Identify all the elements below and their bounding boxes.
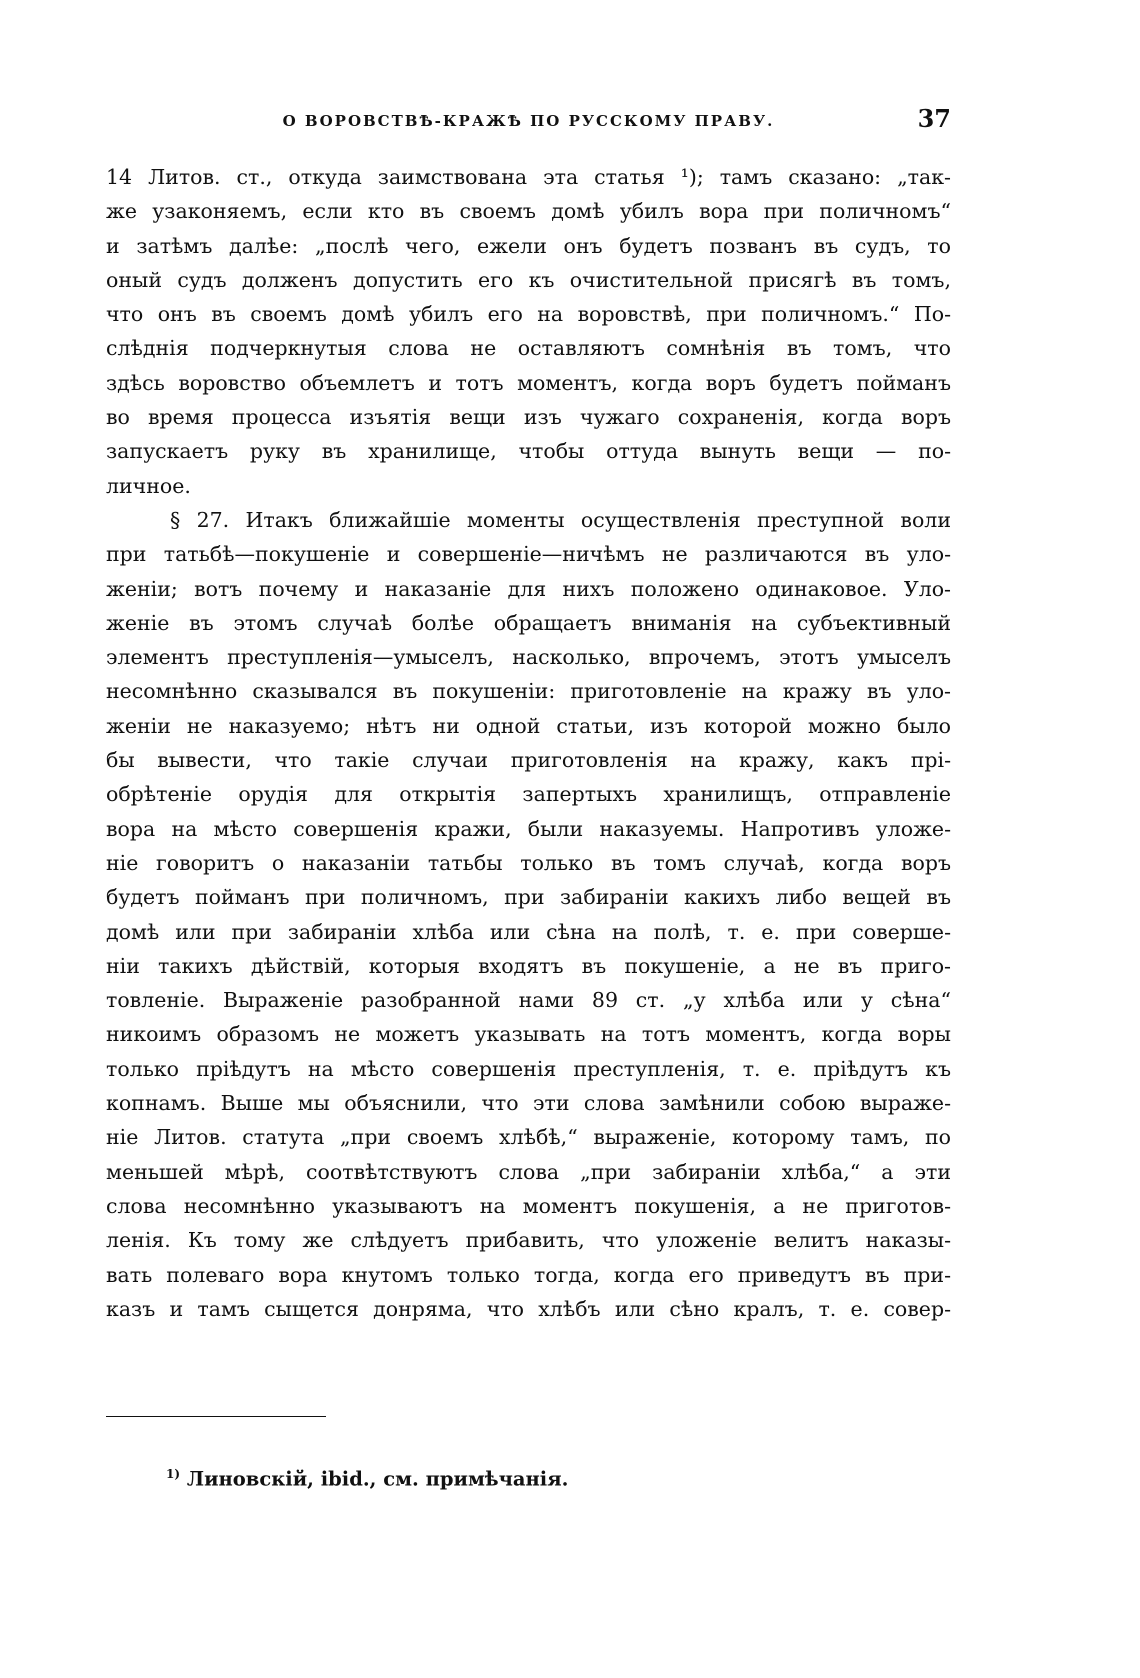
text-line: во время процесса изъятія вещи изъ чужаго сохраненія, когда воръ	[106, 405, 951, 430]
body-text	[106, 160, 951, 1326]
footnote-rule	[106, 1416, 326, 1417]
text-line: слѣднія подчеркнутыя слова не оставляютъ сомнѣнія въ томъ, что	[106, 336, 951, 361]
footnote-text: Линовскій, ibid., см. примѣчанія.	[180, 1467, 569, 1491]
text-line: никоимъ образомъ не можетъ указывать на тотъ моментъ, когда воры	[106, 1022, 951, 1047]
text-line: вора на мѣсто совершенія кражи, были наказуемы. Напротивъ уложе-	[106, 816, 951, 841]
page-number: 37	[917, 104, 951, 133]
text-line: что онъ въ своемъ домѣ убилъ его на воровствѣ, при поличномъ.“ По-	[106, 302, 951, 327]
text-line: бы вывести, что такіе случаи приготовленія на кражу, какъ прі-	[106, 748, 951, 773]
running-head	[106, 104, 951, 138]
text-line: здѣсь воровство объемлетъ и тотъ моментъ, когда воръ будетъ пойманъ	[106, 370, 951, 395]
text-line: несомнѣнно сказывался въ покушеніи: приготовленіе на кражу въ уло-	[106, 679, 951, 704]
text-line: товленіе. Выраженіе разобранной нами 89 ст. „у хлѣба или у сѣна“	[106, 988, 951, 1013]
text-line: женіи не наказуемо; нѣтъ ни одной статьи, изъ которой можно было	[106, 713, 951, 738]
text-line: и затѣмъ далѣе: „послѣ чего, ежели онъ будетъ позванъ въ судъ, то	[106, 233, 951, 258]
text-line: женіе въ этомъ случаѣ болѣе обращаетъ вниманія на субъективный	[106, 610, 951, 635]
text-line: запускаетъ руку въ хранилище, чтобы оттуда вынуть вещи — по-	[106, 439, 951, 464]
footnote-marker: 1)	[166, 1467, 181, 1481]
text-line: ленія. Къ тому же слѣдуетъ прибавить, что уложеніе велитъ наказы-	[106, 1228, 951, 1253]
text-line: же узаконяемъ, если кто въ своемъ домѣ убилъ вора при поличномъ“	[106, 199, 951, 224]
text-line: ніе говоритъ о наказаніи татьбы только въ томъ случаѣ, когда воръ	[106, 850, 951, 875]
text-line: вать полеваго вора кнутомъ только тогда, когда его приведутъ въ при-	[106, 1262, 951, 1287]
text-line: элементъ преступленія—умыселъ, насколько, впрочемъ, этотъ умыселъ	[106, 645, 951, 670]
text-line: казъ и тамъ сыщется донрямa, что хлѣбъ или сѣно кралъ, т. е. совер-	[106, 1296, 951, 1321]
text-line: 14 Литов. ст., откуда заимствована эта статья ¹); тамъ сказано: „так-	[106, 165, 951, 189]
text-line: ніе Литов. статута „при своемъ хлѣбѣ,“ выраженіе, которому тамъ, по	[106, 1125, 951, 1150]
text-line: домѣ или при забираніи хлѣба или сѣна на полѣ, т. е. при соверше-	[106, 919, 951, 944]
text-line: только пріѣдутъ на мѣсто совершенія преступленія, т. е. пріѣдутъ къ	[106, 1056, 951, 1081]
text-line: обрѣтеніе орудія для открытія запертыхъ хранилищъ, отправленіе	[106, 782, 951, 807]
text-line: при татьбѣ—покушеніе и совершеніе—ничѣмъ не различаются въ уло-	[106, 542, 951, 567]
text-line: копнамъ. Выше мы объяснили, что эти слова замѣнили собою выраже-	[106, 1091, 951, 1116]
section-start-line: § 27. Итакъ ближайшіе моменты осуществленія преступной воли	[170, 507, 951, 532]
text-line: слова несомнѣнно указываютъ на моментъ покушенія, а не приготов-	[106, 1193, 951, 1218]
running-title: О ВОРОВСТВѢ-КРАЖѢ ПО РУССКОМУ ПРАВУ.	[282, 112, 775, 130]
text-line: меньшей мѣрѣ, соотвѣтствуютъ слова „при забираніи хлѣба,“ а эти	[106, 1159, 951, 1184]
text-line: оный судъ долженъ допустить его къ очистительной присягѣ въ томъ,	[106, 267, 951, 292]
text-line: будетъ пойманъ при поличномъ, при забираніи какихъ либо вещей въ	[106, 885, 951, 910]
text-line: женіи; вотъ почему и наказаніе для нихъ положено одинаковое. Уло-	[106, 576, 951, 601]
text-line: личное.	[106, 473, 191, 498]
text-line: ніи такихъ дѣйствій, которыя входятъ въ покушеніе, а не въ приго-	[106, 953, 951, 978]
footnote	[166, 1467, 568, 1491]
